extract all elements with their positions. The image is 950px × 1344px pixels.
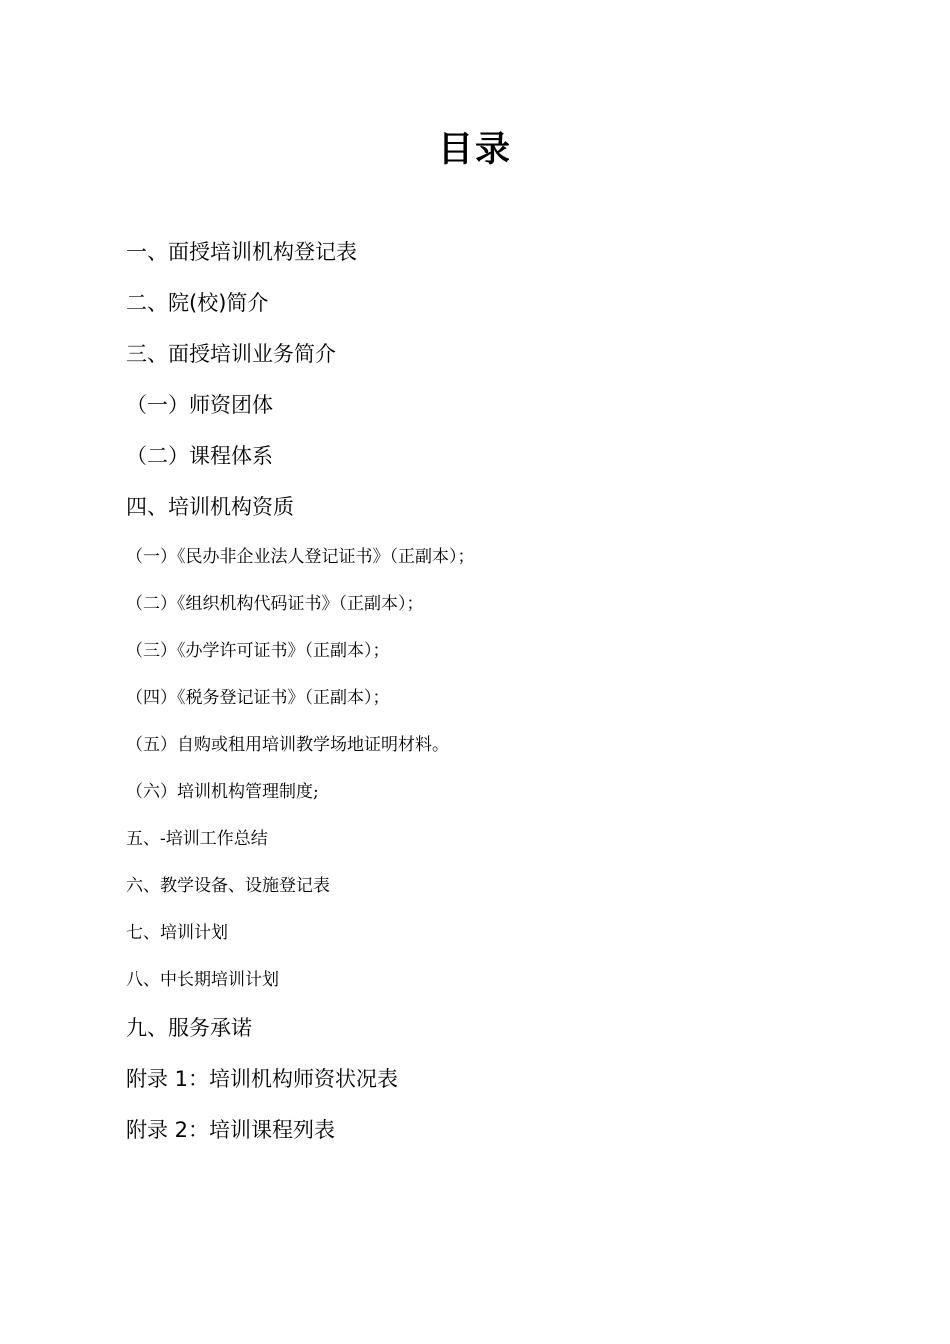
toc-entry-venue-proof: （五）自购或租用培训教学场地证明材料。 [126, 735, 449, 755]
toc-entry-registration-form: 一、面授培训机构登记表 [126, 240, 357, 264]
toc-entry-school-intro: 二、院(校)简介 [126, 291, 269, 315]
toc-entry-business-intro: 三、面授培训业务简介 [126, 342, 336, 366]
toc-title: 目录 [437, 130, 512, 170]
toc-entry-qualifications: 四、培训机构资质 [126, 495, 294, 519]
toc-entry-long-term-plan: 八、中长期培训计划 [126, 970, 279, 990]
toc-entry-equipment-form: 六、教学设备、设施登记表 [126, 876, 330, 896]
toc-entry-appendix-2: 附录 2：培训课程列表 [126, 1118, 336, 1142]
toc-entry-training-plan: 七、培训计划 [126, 923, 228, 943]
toc-entry-tax-certificate: （四）《税务登记证书》（正副本）； [126, 688, 390, 708]
toc-entry-teaching-staff: （一）师资团体 [126, 393, 273, 417]
toc-entry-appendix-1: 附录 1：培训机构师资状况表 [126, 1067, 399, 1091]
toc-entry-course-system: （二）课程体系 [126, 444, 273, 468]
toc-entry-work-summary: 五、-培训工作总结 [126, 829, 268, 849]
toc-entry-school-license: （三）《办学许可证书》（正副本）； [126, 641, 390, 661]
toc-entry-organization-code-certificate: （二）《组织机构代码证书》（正副本）； [126, 594, 424, 614]
toc-entry-service-commitment: 九、服务承诺 [126, 1016, 252, 1040]
toc-entry-management-rules: （六）培训机构管理制度; [126, 782, 319, 802]
toc-entry-legal-person-certificate: （一）《民办非企业法人登记证书》（正副本）； [126, 547, 475, 567]
